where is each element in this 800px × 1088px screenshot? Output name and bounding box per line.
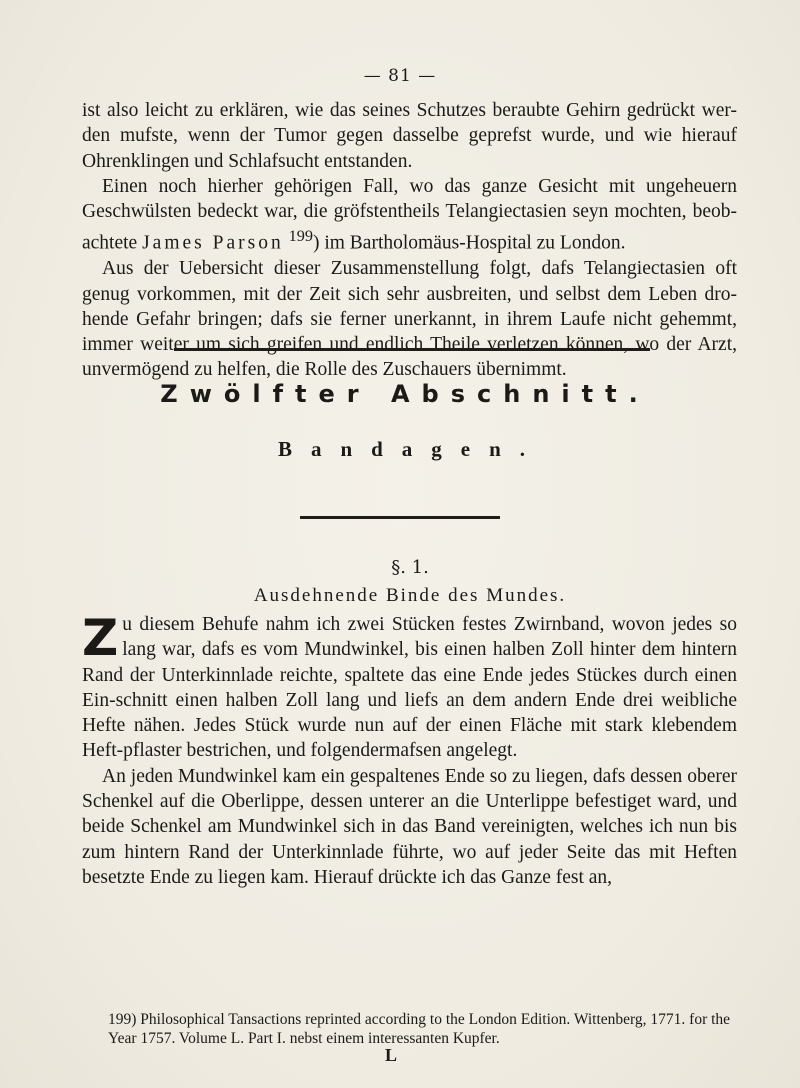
- paragraph-conclusion: Aus der Uebersicht dieser Zusammenstellung folgt, dafs Telangiectasien oft genug vorkommen, mit der Zeit sich sehr ausbreiten, und selbst dem Leben dro-hende Gefahr bringen; dafs sie ferner unerkannt, in ihrem Laufe nicht gehemmt, immer weiter um sich greifen und endlich Theile verletzen können, wo der Arzt, unvermögend zu helfen, die Rolle des Zuschauers übernimmt.: [82, 258, 737, 381]
- footnote: [108, 1010, 748, 1048]
- paragraph-text: ) im Bartholomäus-Hospital zu London.: [312, 232, 626, 254]
- drop-cap: Z: [82, 609, 119, 667]
- paragraph-text: u diesem Behufe nahm ich zwei Stücken festes Zwirnband, wovon jedes so lang war, dafs es vom Mundwinkel, bis einen halben Zoll hinter dem hintern Rand der Unterkinnlade reichte, spaltete das eine Ende jedes Stückes durch einen Ein-schnitt einen halben Zoll lang und liefs an dem andern Ende drei weibliche Hefte nähen. Jedes Stück wurde nun auf der einen Fläche mit stark klebendem Heft-pflaster bestrichen, und folgendermafsen angelegt.: [82, 614, 737, 762]
- chapter-rule-bottom: [300, 516, 500, 519]
- chapter-rule-top: [174, 348, 650, 351]
- footnote-reference: 199: [288, 227, 313, 246]
- page-number: — 81 —: [363, 66, 437, 86]
- section-title: Ausdehnende Binde des Mundes.: [253, 585, 567, 606]
- paragraph-text: Einen noch hierher gehörigen Fall, wo das ganze Gesicht mit ungeheuern Geschwülsten bedeckt war, die gröfstentheils Telangiectasien seyn mochten, beob-achtete: [82, 175, 737, 254]
- signature-mark: L: [385, 1045, 398, 1065]
- paragraph-bandage-application: An jeden Mundwinkel kam ein gespaltenes Ende so zu liegen, dafs dessen oberer Schenkel auf die Oberlippe, dessen unterer an die Unterlippe befestiget ward, und beide Schenkel am Mundwinkel sich in das Band vereinigten, welches ich nun bis zum hintern Rand der Unterkinnlade führte, wo auf jeder Seite das mit Heften besetzte Ende zu liegen kam. Hierauf drückte ich das Ganze fest an,: [82, 765, 737, 888]
- top-text-block: [82, 98, 737, 383]
- chapter-subtitle: Bandagen.: [277, 437, 545, 461]
- paragraph-continuation: ist also leicht zu erklären, wie das seines Schutzes beraubte Gehirn gedrückt wer-den mufste, wenn der Tumor gegen dasselbe geprefst wurde, und wie hierauf Ohrenklingen und Schlafsucht entstanden.: [82, 100, 737, 172]
- paragraph-bandage-construction: [82, 609, 737, 764]
- footnote-entry: [108, 1010, 748, 1048]
- footnote-text: Philosophical Tansactions reprinted according to the London Edition. Wittenberg, 1771. for the Year 1757. Volume L. Part I. nebst einem interessanten Kupfer.: [108, 1011, 731, 1047]
- footnote-number: 199): [108, 1011, 137, 1028]
- section-mark: §. 1.: [391, 557, 429, 578]
- chapter-title: Zwölfter Abschnitt.: [160, 380, 650, 408]
- body-text-block: [82, 609, 737, 890]
- author-name: James Parson: [142, 232, 284, 254]
- paragraph-parson-case: [82, 174, 737, 256]
